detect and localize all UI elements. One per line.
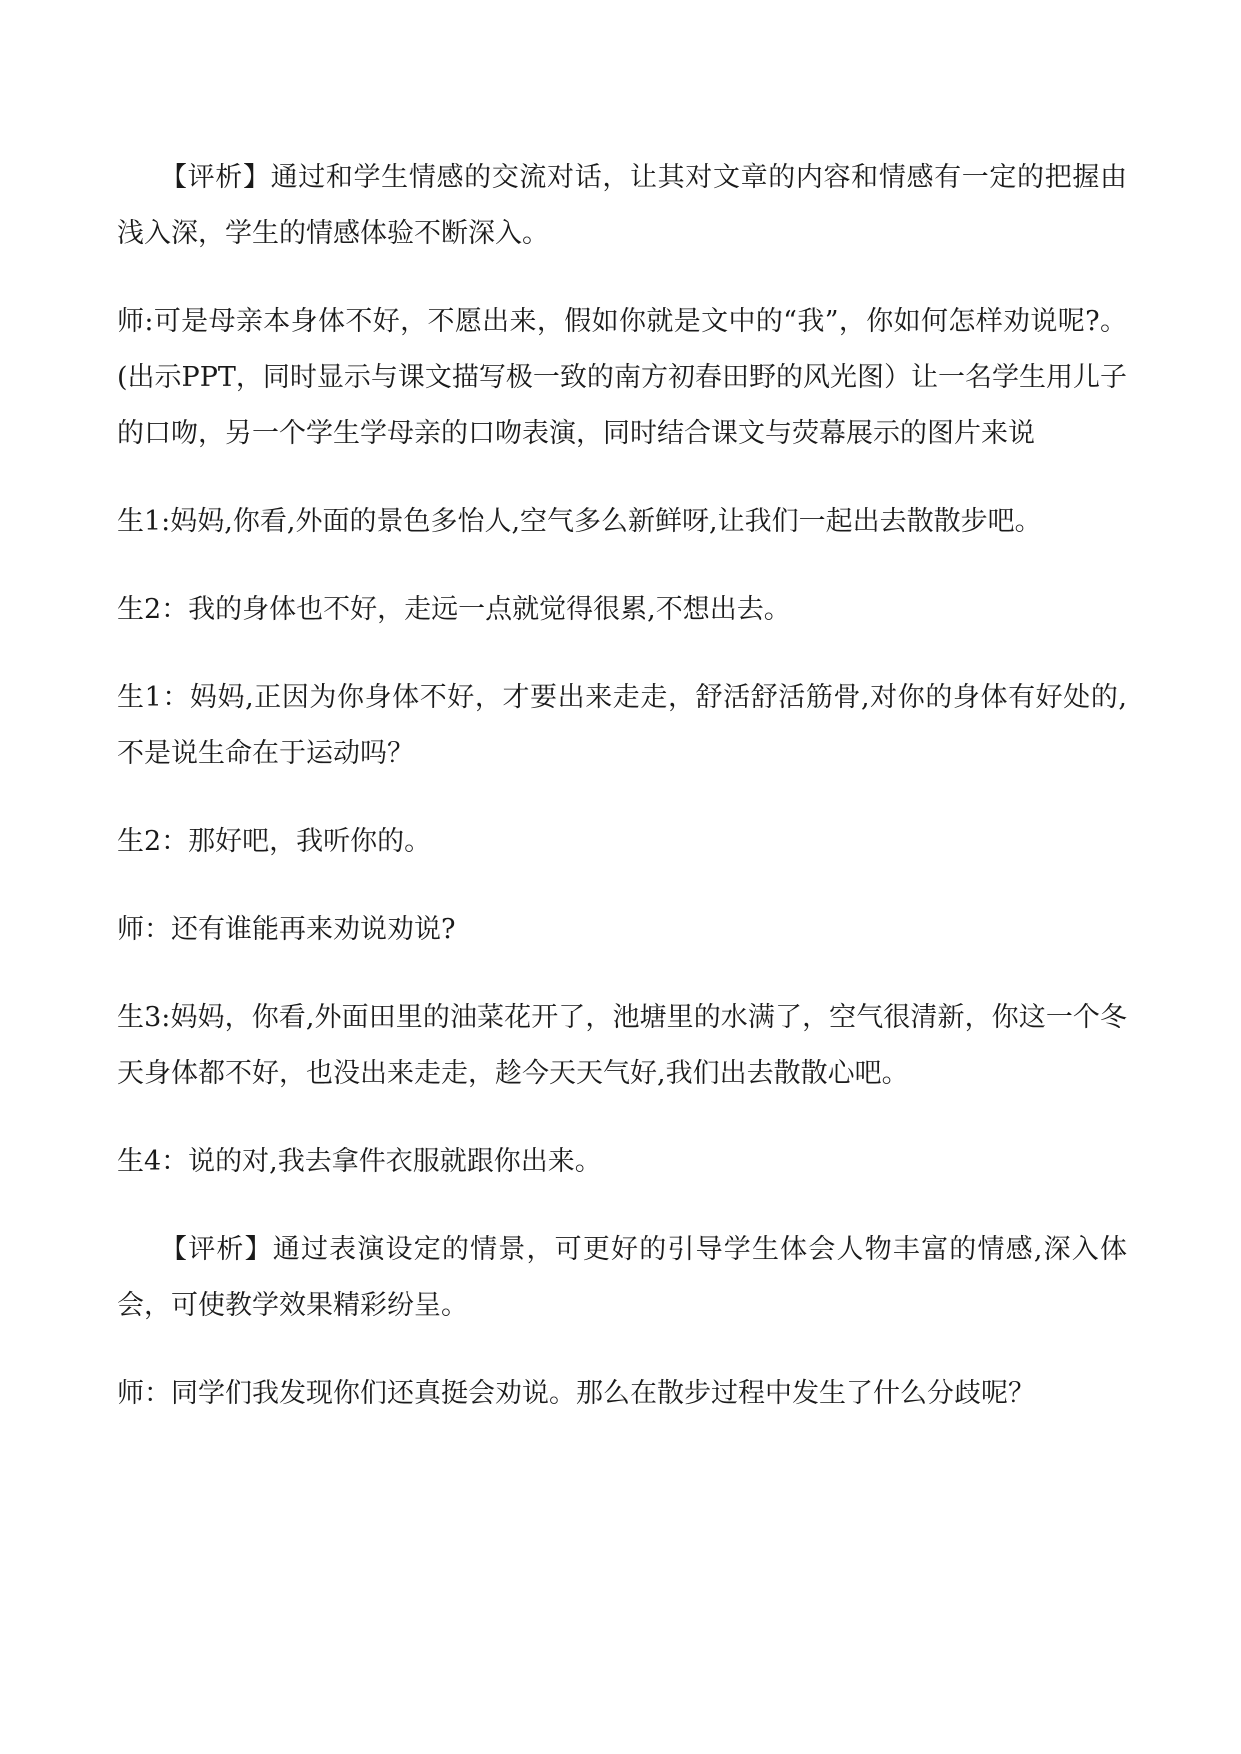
- student-line: 生2：那好吧，我听你的。: [117, 826, 432, 857]
- teacher-line: 师:可是母亲本身体不好，不愿出来，假如你就是文中的“我”，你如何怎样劝说呢?。(出示PPT，同时显示与课文描写极一致的南方初春田野的风光图）让一名学生用儿子的口吻，另一个学生学母亲的口吻表演，同时结合课文与荧幕展示的图片来说: [117, 306, 1127, 449]
- student-line: 生4：说的对,我去拿件衣服就跟你出来。: [117, 1146, 602, 1177]
- document-body: [117, 150, 1127, 1454]
- comment-paragraph: 【评析】通过和学生情感的交流对话，让其对文章的内容和情感有一定的把握由浅入深，学生的情感体验不断深入。: [117, 162, 1127, 249]
- teacher-line: 师：还有谁能再来劝说劝说?: [117, 914, 456, 945]
- student-line: 生1：妈妈,正因为你身体不好，才要出来走走，舒活舒活筋骨,对你的身体有好处的,不是说生命在于运动吗？: [117, 682, 1127, 769]
- teacher-line: 师：同学们我发现你们还真挺会劝说。那么在散步过程中发生了什么分歧呢？: [117, 1378, 1035, 1409]
- comment-paragraph: 【评析】通过表演设定的情景，可更好的引导学生体会人物丰富的情感,深入体会，可使教学效果精彩纷呈。: [117, 1234, 1127, 1321]
- student-line: 生2：我的身体也不好，走远一点就觉得很累,不想出去。: [117, 594, 791, 625]
- student-line: 生1:妈妈,你看,外面的景色多怡人,空气多么新鲜呀,让我们一起出去散散步吧。: [117, 506, 1042, 537]
- student-line: 生3:妈妈，你看,外面田里的油菜花开了，池塘里的水满了，空气很清新，你这一个冬天身体都不好，也没出来走走，趁今天天气好,我们出去散散心吧。: [117, 1002, 1127, 1089]
